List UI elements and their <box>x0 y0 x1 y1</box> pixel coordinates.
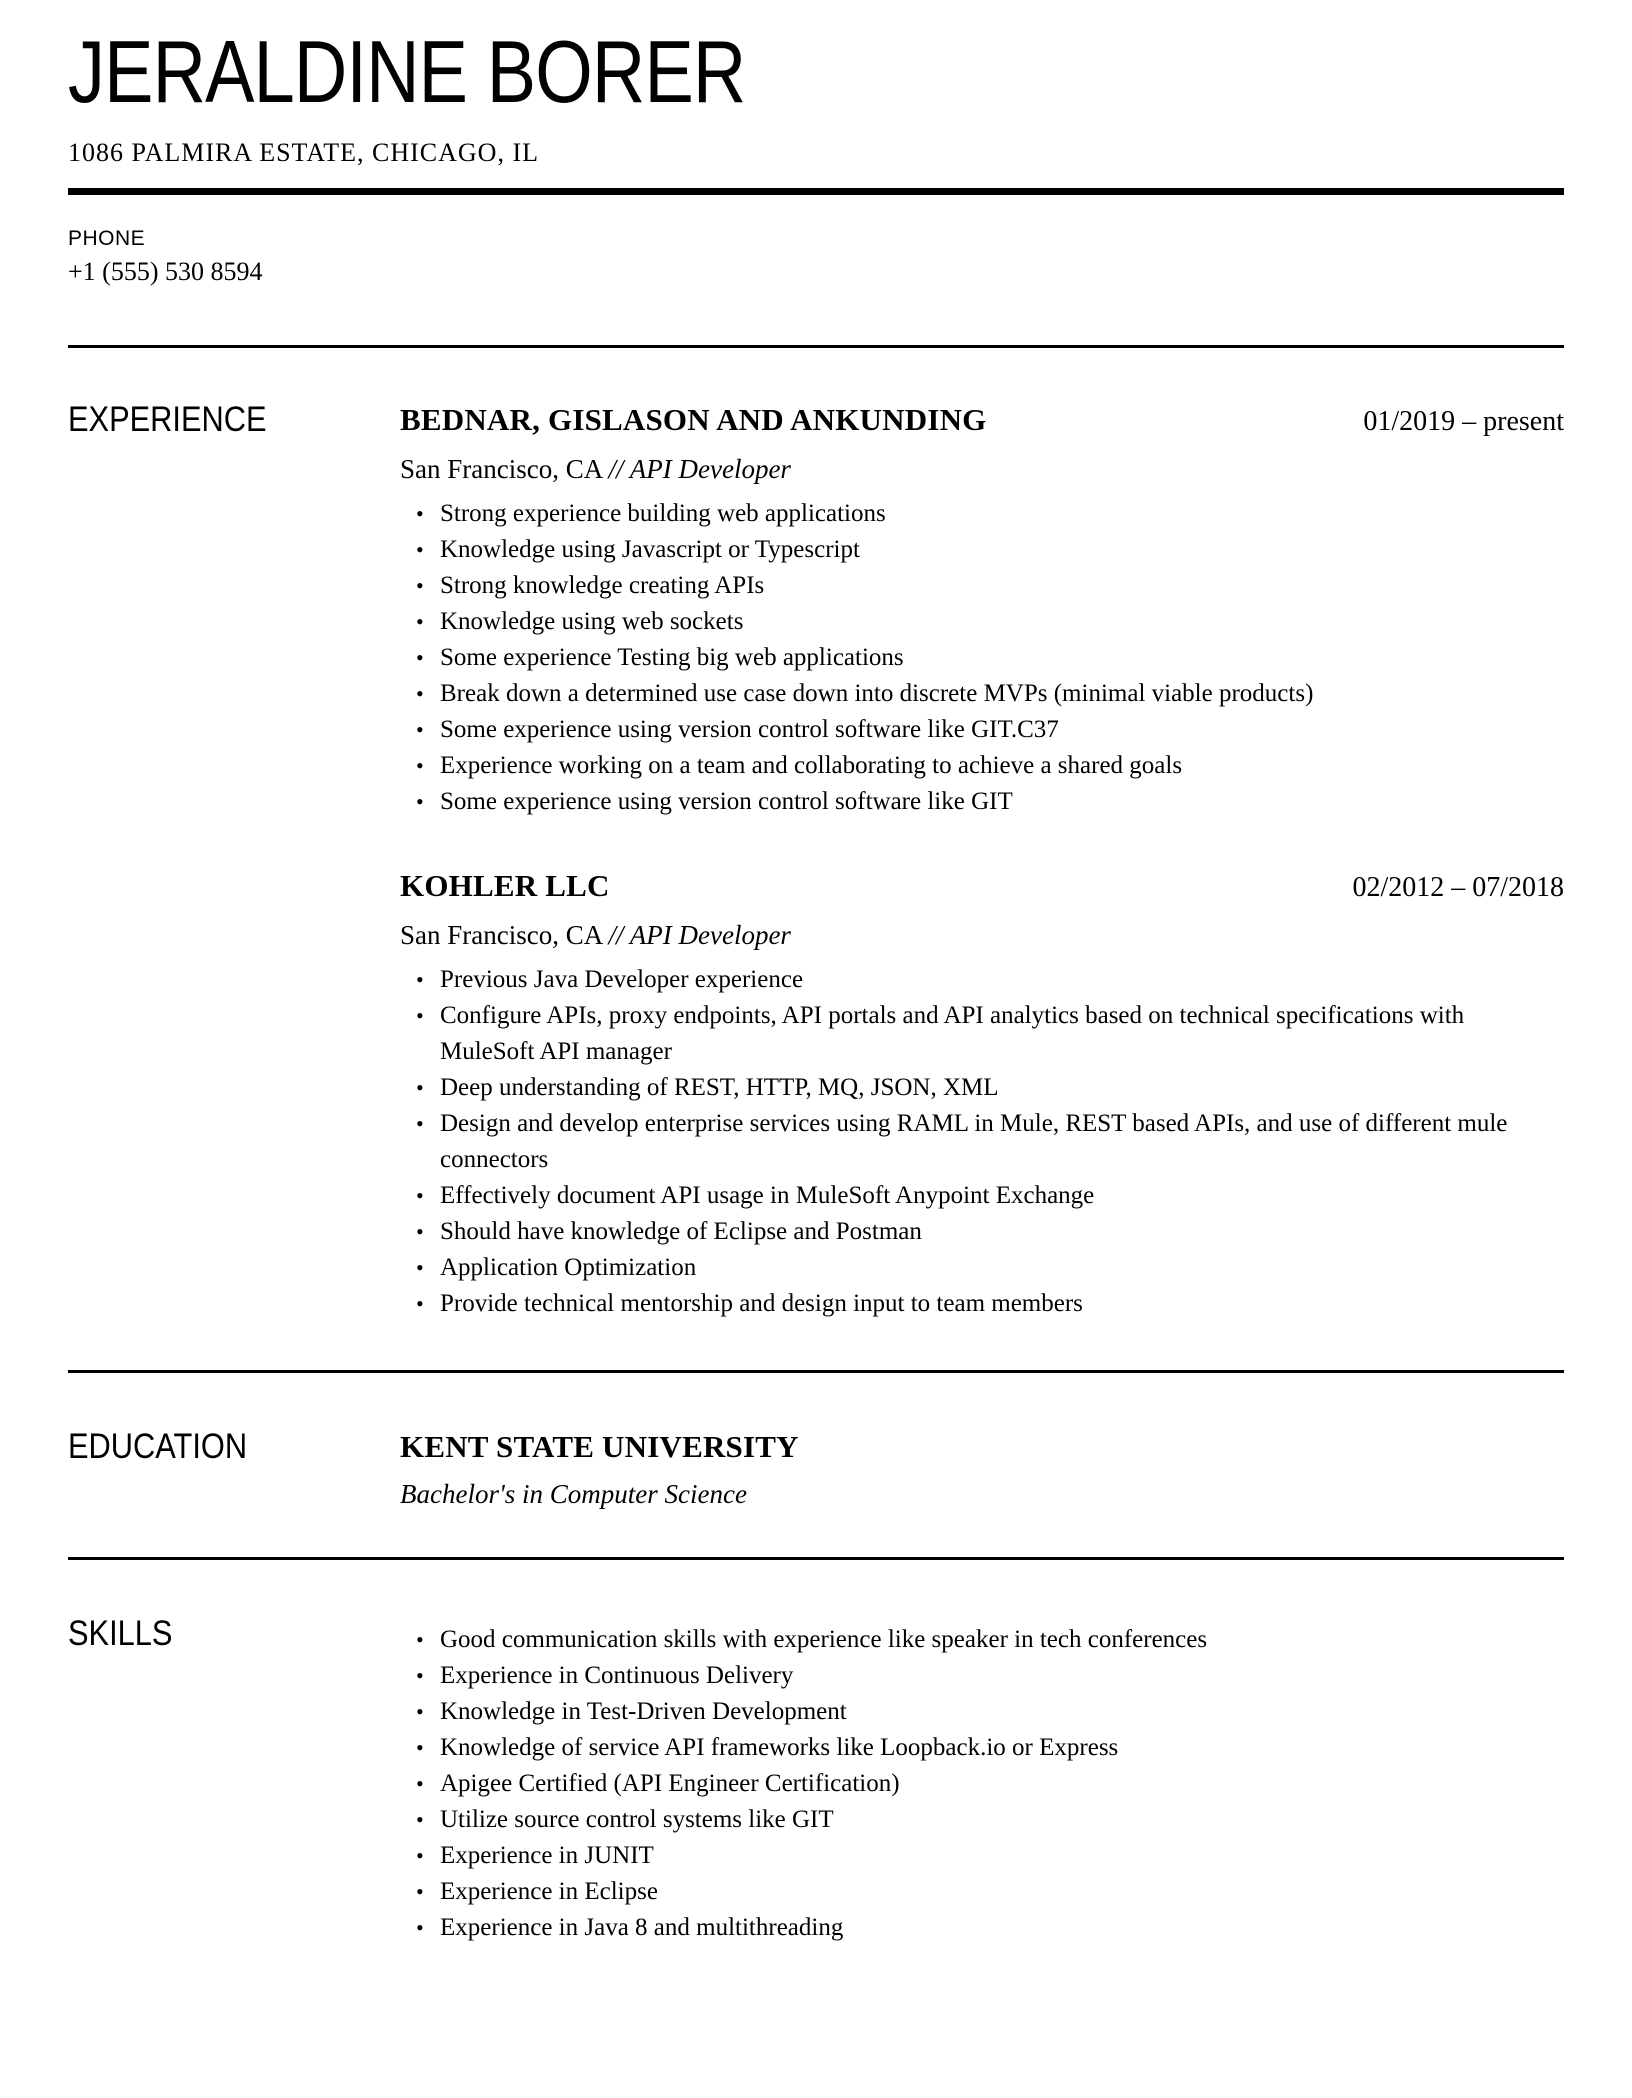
job-role: // API Developer <box>608 920 791 950</box>
bullet-item: • Good communication skills with experience like speaker in tech conferences <box>440 1622 1564 1658</box>
skills-section-label-text: SKILLS <box>68 1614 173 1653</box>
degree: Bachelor's in Computer Science <box>400 1479 747 1509</box>
bullet-item: • Some experience using version control software like GIT.C37 <box>440 712 1564 748</box>
experience-section-label-text: EXPERIENCE <box>68 400 267 439</box>
job-dates: 01/2019 – present <box>1363 406 1564 437</box>
bullet-item: • Knowledge in Test-Driven Development <box>440 1694 1564 1730</box>
phone-number: +1 (555) 530 8594 <box>68 257 263 286</box>
job-bullet-list <box>400 962 1564 1322</box>
person-name-text: JERALDINE BORER <box>68 22 746 121</box>
job-location: San Francisco, CA <box>400 920 602 950</box>
bullet-item: • Experience working on a team and collaborating to achieve a shared goals <box>440 748 1564 784</box>
bullet-item: • Application Optimization <box>440 1250 1564 1286</box>
education-section <box>68 1373 1564 1557</box>
bullet-item: • Knowledge using web sockets <box>440 604 1564 640</box>
bullet-item: • Experience in Continuous Delivery <box>440 1658 1564 1694</box>
job-dates: 02/2012 – 07/2018 <box>1352 872 1564 903</box>
job-entry <box>400 864 1564 1322</box>
bullet-item: • Deep understanding of REST, HTTP, MQ, JSON, XML <box>440 1070 1564 1106</box>
job-header <box>400 864 1564 910</box>
bullet-item: • Some experience using version control software like GIT <box>440 784 1564 820</box>
bullet-item: • Experience in JUNIT <box>440 1838 1564 1874</box>
bullet-item: • Some experience Testing big web applications <box>440 640 1564 676</box>
job-subtitle <box>400 918 1564 952</box>
education-content <box>400 1425 1564 1511</box>
job-subtitle <box>400 452 1564 486</box>
company-name: KOHLER LLC <box>400 868 610 903</box>
bullet-item: • Apigee Certified (API Engineer Certification) <box>440 1766 1564 1802</box>
bullet-item: • Strong experience building web applications <box>440 496 1564 532</box>
phone-label: PHONE <box>68 227 146 250</box>
bullet-item: • Experience in Eclipse <box>440 1874 1564 1910</box>
job-header <box>400 398 1564 444</box>
bullet-item: • Utilize source control systems like GIT <box>440 1802 1564 1838</box>
school-name: KENT STATE UNIVERSITY <box>400 1429 799 1464</box>
bullet-item: • Experience in Java 8 and multithreading <box>440 1910 1564 1946</box>
person-name <box>68 22 1564 121</box>
bullet-item: • Provide technical mentorship and design input to team members <box>440 1286 1564 1322</box>
bullet-item: • Design and develop enterprise services using RAML in Mule, REST based APIs, and use of different mule connectors <box>440 1106 1564 1178</box>
job-bullet-list <box>400 496 1564 820</box>
bullet-item: • Knowledge of service API frameworks like Loopback.io or Express <box>440 1730 1564 1766</box>
bullet-item: • Effectively document API usage in MuleSoft Anypoint Exchange <box>440 1178 1564 1214</box>
skills-section-label <box>68 1612 400 1656</box>
bullet-item: • Knowledge using Javascript or Typescript <box>440 532 1564 568</box>
experience-section-label <box>68 398 400 442</box>
job-location: San Francisco, CA <box>400 454 602 484</box>
bullet-item: • Previous Java Developer experience <box>440 962 1564 998</box>
bullet-item: • Configure APIs, proxy endpoints, API portals and API analytics based on technical specifications with MuleSoft API manager <box>440 998 1564 1070</box>
bullet-item: • Break down a determined use case down into discrete MVPs (minimal viable products) <box>440 676 1564 712</box>
job-role: // API Developer <box>608 454 791 484</box>
education-section-label <box>68 1425 400 1469</box>
header-divider <box>68 188 1564 195</box>
experience-section <box>68 348 1564 1370</box>
bullet-item: • Should have knowledge of Eclipse and Postman <box>440 1214 1564 1250</box>
job-entry <box>400 398 1564 820</box>
address-line: 1086 PALMIRA ESTATE, CHICAGO, IL <box>68 138 539 167</box>
skills-bullet-list <box>400 1622 1564 1946</box>
skills-section <box>68 1560 1564 2006</box>
resume-header <box>68 22 1564 287</box>
skills-content <box>400 1612 1564 1946</box>
company-name: BEDNAR, GISLASON AND ANKUNDING <box>400 402 987 437</box>
bullet-item: • Strong knowledge creating APIs <box>440 568 1564 604</box>
experience-content <box>400 398 1564 1322</box>
education-section-label-text: EDUCATION <box>68 1427 248 1466</box>
